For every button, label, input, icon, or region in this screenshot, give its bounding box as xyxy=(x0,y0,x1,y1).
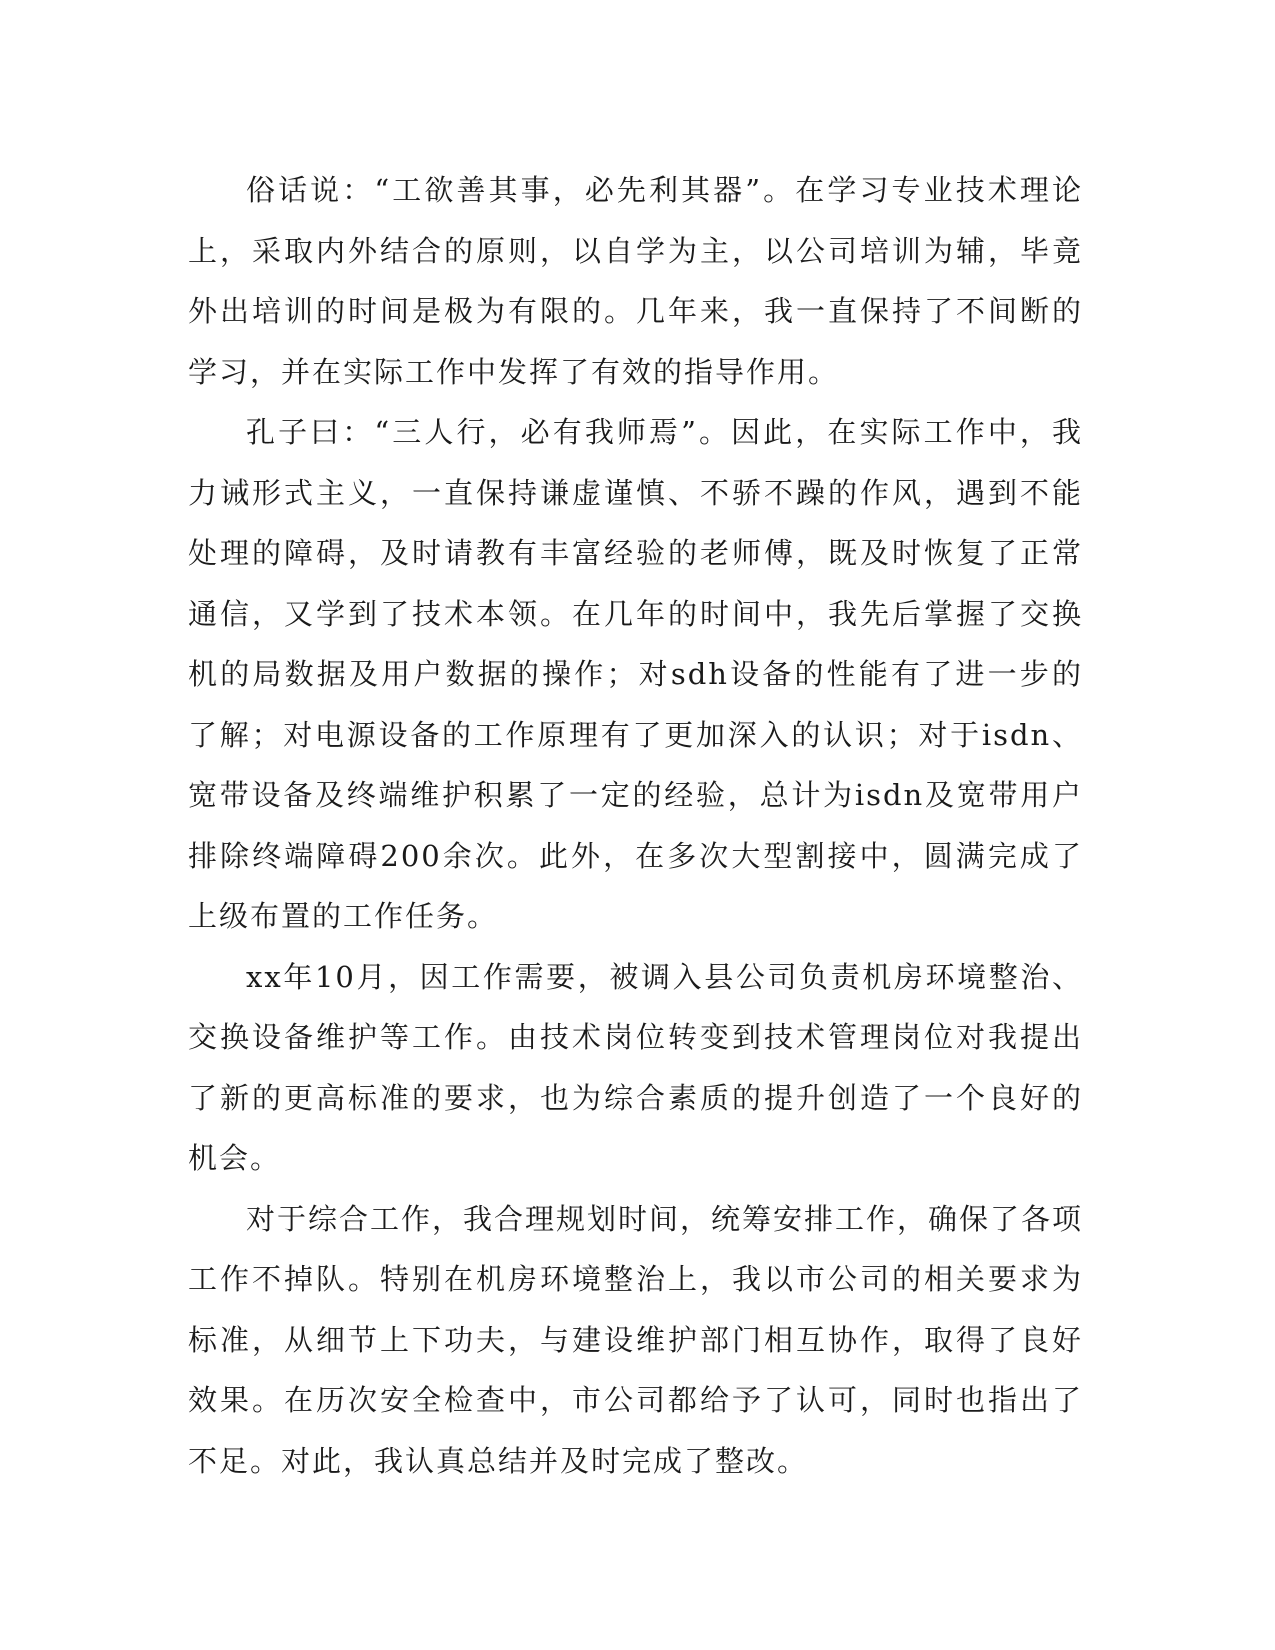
paragraph-transfer: xx年10月，因工作需要，被调入县公司负责机房环境整治、交换设备维护等工作。由技术岗位转变到技术管理岗位对我提出了新的更高标准的要求，也为综合素质的提升创造了一个良好的机会。 xyxy=(188,959,1083,1175)
paragraph-tools-proverb: 俗话说：“工欲善其事，必先利其器”。在学习专业技术理论上，采取内外结合的原则，以自学为主，以公司培训为辅，毕竟外出培训的时间是极为有限的。几年来，我一直保持了不间断的学习，并在实际工作中发挥了有效的指导作用。 xyxy=(188,173,1083,389)
paragraph-confucius-learning: 孔子曰：“三人行，必有我师焉”。因此，在实际工作中，我力诫形式主义，一直保持谦虚谨慎、不骄不躁的作风，遇到不能处理的障碍，及时请教有丰富经验的老师傅，既及时恢复了正常通信，又学到了技术本领。在几年的时间中，我先后掌握了交换机的局数据及用户数据的操作；对sdh设备的性能有了进一步的了解；对电源设备的工作原理有了更加深入的认识；对于isdn、宽带设备及终端维护积累了一定的经验，总计为isdn及宽带用户排除终端障碍200余次。此外，在多次大型割接中，圆满完成了上级布置的工作任务。 xyxy=(188,415,1083,933)
paragraph-comprehensive-work: 对于综合工作，我合理规划时间，统筹安排工作，确保了各项工作不掉队。特别在机房环境整治上，我以市公司的相关要求为标准，从细节上下功夫，与建设维护部门相互协作，取得了良好效果。在历次安全检查中，市公司都给予了认可，同时也指出了不足。对此，我认真总结并及时完成了整改。 xyxy=(188,1201,1084,1478)
document-body xyxy=(188,160,1083,1491)
